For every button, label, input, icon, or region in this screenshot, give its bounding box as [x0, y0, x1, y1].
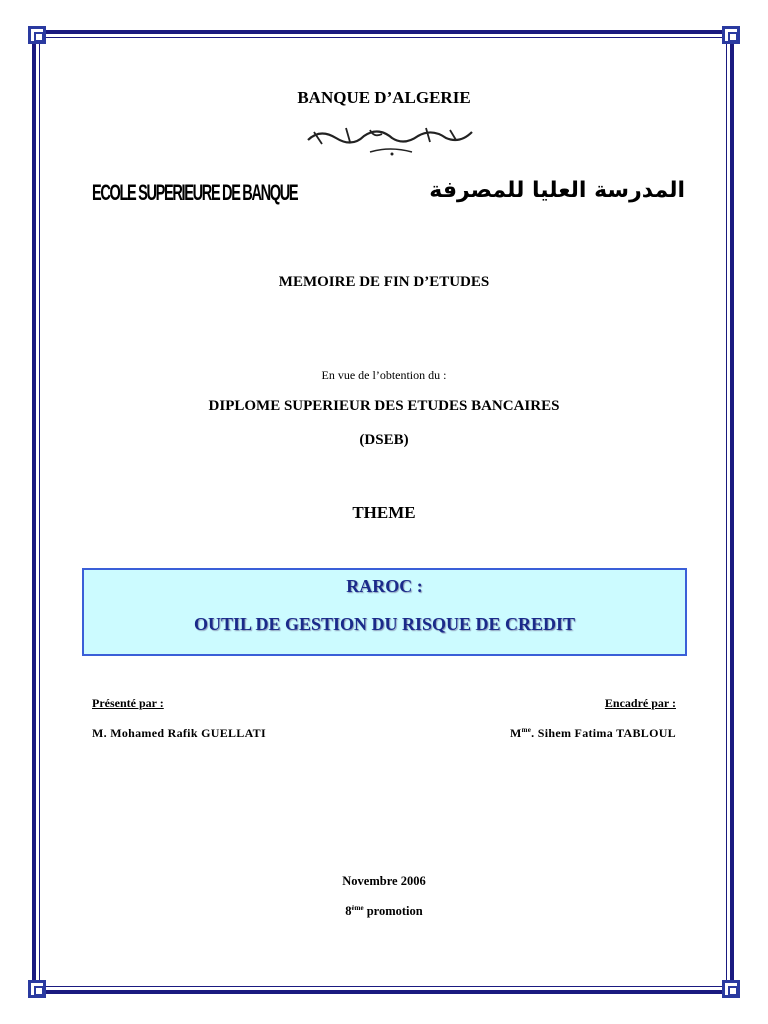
supervisor-name	[510, 726, 676, 741]
school-name-arabic: المدرسة العليا للمصرفة	[429, 178, 685, 203]
promotion-number: 8	[345, 904, 352, 919]
obtention-text: En vue de l’obtention du :	[321, 368, 447, 382]
supervisor-prefix-sup: me	[521, 726, 532, 734]
corner-ornament-top-left	[28, 26, 46, 44]
bank-title: BANQUE D’ALGERIE	[297, 88, 471, 107]
presenter-name: M. Mohamed Rafik GUELLATI	[92, 726, 266, 740]
promotion	[0, 904, 768, 919]
corner-ornament-bottom-right	[722, 980, 740, 998]
presented-by-label: Présenté par :	[92, 696, 164, 710]
theme-title-line1: RAROC :	[346, 576, 423, 596]
promotion-text: promotion	[363, 904, 423, 919]
corner-ornament-bottom-left	[28, 980, 46, 998]
theme-title-line2: OUTIL DE GESTION DU RISQUE DE CREDIT	[193, 614, 576, 634]
supervisor-prefix: M	[509, 726, 522, 740]
school-name-french: ECOLE SUPERIEURE DE BANQUE	[92, 180, 298, 205]
theme-box	[82, 568, 687, 656]
promotion-sup: ème	[351, 904, 364, 912]
theme-label: THEME	[352, 503, 416, 522]
diploma-abbreviation: (DSEB)	[359, 432, 409, 448]
diploma-title: DIPLOME SUPERIEUR DES ETUDES BANCAIRES	[208, 398, 560, 414]
supervised-by-label: Encadré par :	[604, 696, 676, 710]
date: Novembre 2006	[342, 874, 426, 888]
bank-logo-calligraphy	[300, 118, 480, 160]
corner-ornament-top-right	[722, 26, 740, 44]
memoire-title: MEMOIRE DE FIN D’ETUDES	[278, 274, 490, 290]
supervisor-full-name: . Sihem Fatima TABLOUL	[531, 726, 676, 740]
